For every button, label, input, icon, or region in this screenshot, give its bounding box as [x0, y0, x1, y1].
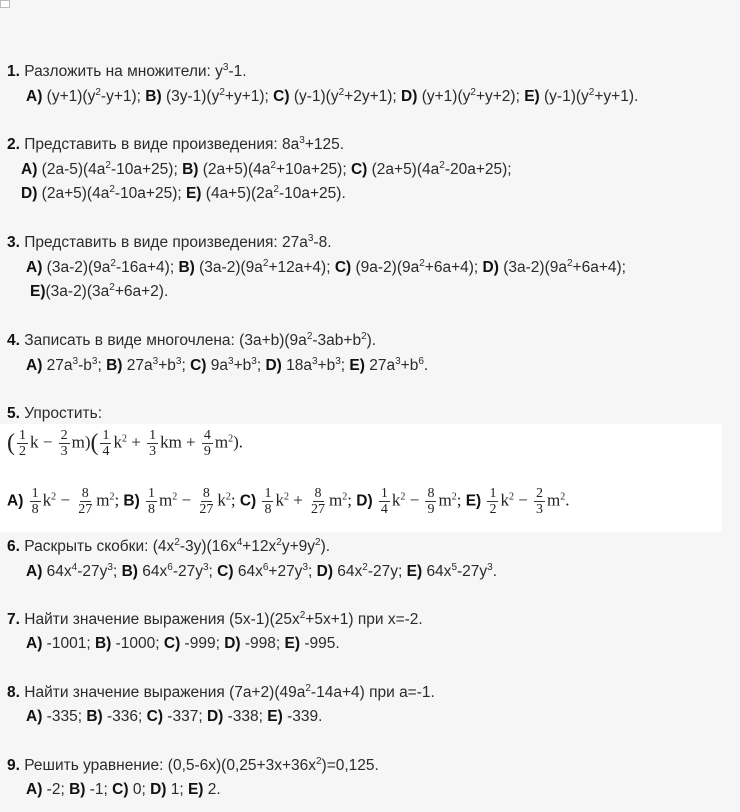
question-2: 2. Представить в виде произведения: $8a^3+125$. [7, 135, 345, 153]
question-9: 9. Решить уравнение: $(0,5-6x)(0,25+3x+36x^2)=0,125$. [7, 756, 379, 774]
answers-6: A) $64x^4-27y^3$; B) $64x^6-27y^3$; C) $64x^6+27y^3$; D) $64x^2-27y$; E) $64x^5-27y^3$. [26, 562, 498, 580]
question-1: 1. Разложить на множители: $y^3-1$. [7, 62, 247, 80]
answers-7: A) -1001; B) -1000; C) -999; D) -998; E) -995. [26, 635, 340, 652]
answers-1: A) $(y+1)(y^2-y+1)$; B) $(3y-1)(y^2+y+1)$; C) $(y-1)(y^2+2y+1)$; D) $(y+1)(y^2+y+2)$; E) $(y-1)(y^2+y+1)$. [26, 87, 639, 105]
answers-2a: A) $(2a-5)(4a^2-10a+25)$; B) $(2a+5)(4a^2+10a+25)$; C) $(2a+5)(4a^2-20a+25)$; [21, 160, 512, 178]
answers-3a: A) $(3a-2)(9a^2-16a+4)$; B) $(3a-2)(9a^2+12a+4)$; C) $(9a-2)(9a^2+6a+4)$; D) $(3a-2)(9a^2+6a+4)$; [26, 258, 626, 276]
question-7: 7. Найти значение выражения $(5x-1)(25x^2+5x+1)$ при x=-2. [7, 610, 423, 628]
answers-4: A) $27a^3-b^3$; B) $27a^3+b^3$; C) $9a^3+b^3$; D) $18a^3+b^3$; E) $27a^3+b^6$. [26, 356, 429, 374]
formula-image [0, 424, 722, 532]
question-3: 3. Представить в виде произведения: $27a^3-8$. [7, 233, 332, 251]
answers-9: A) -2; B) -1; C) 0; D) 1; E) 2. [26, 781, 221, 798]
corner-marker [0, 0, 10, 8]
answers-8: A) -335; B) -336; C) -337; D) -338; E) -339. [26, 708, 323, 725]
question-6: 6. Раскрыть скобки: $(4x^2-3y)(16x^4+12x^2y+9y^2)$. [7, 537, 331, 555]
answers-2b: D) $(2a+5)(4a^2-10a+25)$; E) $(4a+5)(2a^2-10a+25)$. [21, 184, 346, 202]
answers-3b: $E)(3a-2)(3a^2+6a+2)$. [30, 282, 169, 300]
answers-5: A) $\frac{1}{8}$ $k^2$ − $\frac{8}{27}$ $m^2$; B) $\frac{1}{8}$ $m^2$ − $\frac{8}{27}$ $k^2$; C) $\frac{1}{8}$ $k^2$ + $\frac{8}{27}$ $m^2$; D) $\frac{1}{4}$ $k^2$ − $\frac{8}{9}$ $m^2$; E) $\frac{1}{2}$ $k^2$ − $\frac{2}{3}$ $m^2$. [7, 486, 570, 517]
expression-5: ( $\frac{1}{2}$ k − $\frac{2}{3}$ m)( $\frac{1}{4}$ $k^2$ + $\frac{1}{3}$ km + $\frac{4}{9}$ $m^2$). [7, 428, 244, 459]
question-4: 4. Записать в виде многочлена: $(3a+b)(9a^2-3ab+b^2)$. [7, 331, 377, 349]
question-5: 5. Упростить: [7, 405, 103, 422]
question-8: 8. Найти значение выражения $(7a+2)(49a^2-14a+4)$ при a=-1. [7, 683, 435, 701]
